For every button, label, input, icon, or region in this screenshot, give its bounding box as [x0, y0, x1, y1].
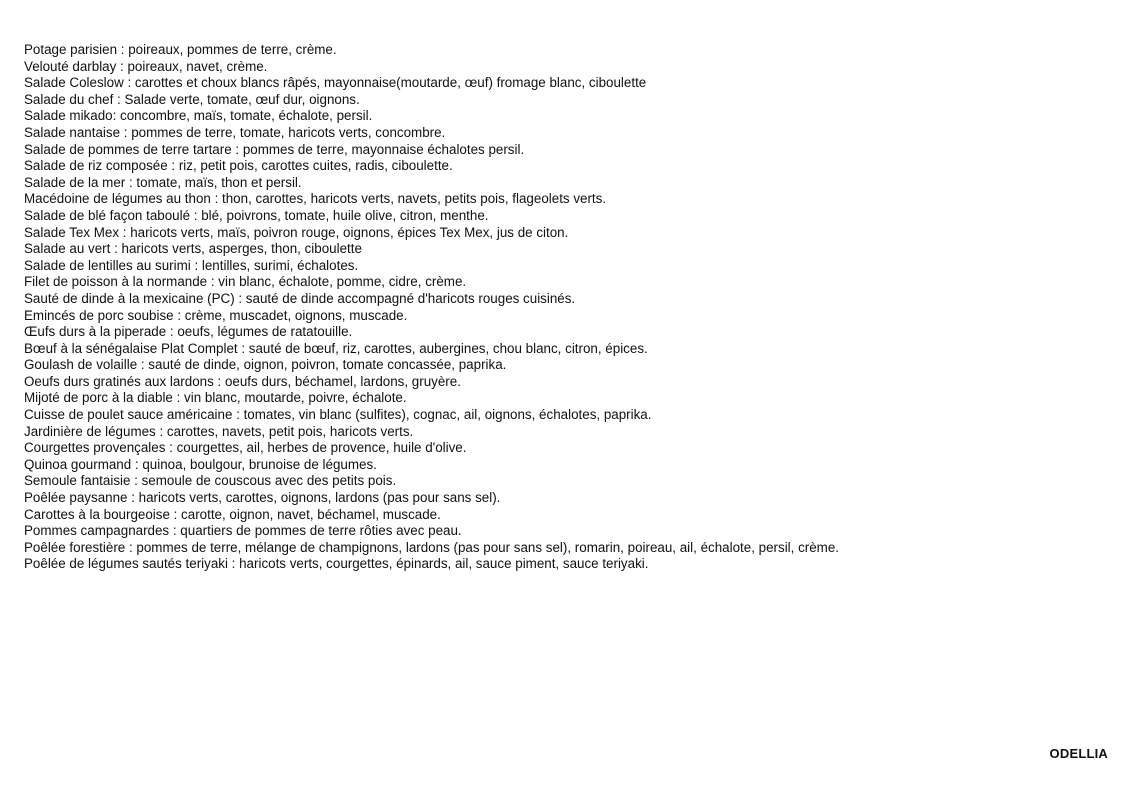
- list-item: Salade Coleslow : carottes et choux blancs râpés, mayonnaise(moutarde, œuf) fromage blanc, ciboulette: [24, 75, 647, 91]
- list-item: Sauté de dinde à la mexicaine (PC) : sauté de dinde accompagné d'haricots rouges cuisinés.: [24, 290, 576, 306]
- list-item: Emincés de porc soubise : crème, muscadet, oignons, muscade.: [24, 307, 408, 323]
- list-item: Goulash de volaille : sauté de dinde, oignon, poivron, tomate concassée, paprika.: [24, 357, 507, 373]
- list-item: Salade de lentilles au surimi : lentilles, surimi, échalotes.: [24, 257, 359, 273]
- list-item: Œufs durs à la piperade : oeufs, légumes de ratatouille.: [24, 324, 353, 340]
- recipe-ingredient-list: [24, 42, 839, 573]
- list-item: Filet de poisson à la normande : vin blanc, échalote, pomme, cidre, crème.: [24, 274, 467, 290]
- list-item: Salade du chef : Salade verte, tomate, œuf dur, oignons.: [24, 91, 360, 107]
- list-item: Salade Tex Mex : haricots verts, maïs, poivron rouge, oignons, épices Tex Mex, jus de citon.: [24, 224, 569, 240]
- list-item: Cuisse de poulet sauce américaine : tomates, vin blanc (sulfites), cognac, ail, oignons, échalotes, paprika.: [24, 407, 652, 423]
- list-item: Carottes à la bourgeoise : carotte, oignon, navet, béchamel, muscade.: [24, 506, 441, 522]
- list-item: Poêlée forestière : pommes de terre, mélange de champignons, lardons (pas pour sans sel), romarin, poireau, ail, échalote, persil, crème.: [24, 539, 840, 555]
- list-item: Salade mikado: concombre, maïs, tomate, échalote, persil.: [24, 108, 373, 124]
- list-item: Oeufs durs gratinés aux lardons : oeufs durs, béchamel, lardons, gruyère.: [24, 373, 461, 389]
- list-item: Bœuf à la sénégalaise Plat Complet : sauté de bœuf, riz, carottes, aubergines, chou blanc, citron, épices.: [24, 340, 648, 356]
- list-item: Salade de pommes de terre tartare : pommes de terre, mayonnaise échalotes persil.: [24, 141, 525, 157]
- footer-brand-label: ODELLIA: [1049, 746, 1108, 761]
- list-item: Salade au vert : haricots verts, asperges, thon, ciboulette: [24, 241, 362, 257]
- list-item: Salade de blé façon taboulé : blé, poivrons, tomate, huile olive, citron, menthe.: [24, 207, 489, 223]
- list-item: Poêlée paysanne : haricots verts, carottes, oignons, lardons (pas pour sans sel).: [24, 490, 501, 506]
- list-item: Pommes campagnardes : quartiers de pommes de terre rôties avec peau.: [24, 523, 462, 539]
- list-item: Semoule fantaisie : semoule de couscous avec des petits pois.: [24, 473, 397, 489]
- list-item: Salade nantaise : pommes de terre, tomate, haricots verts, concombre.: [24, 124, 446, 140]
- list-item: Quinoa gourmand : quinoa, boulgour, brunoise de légumes.: [24, 456, 377, 472]
- list-item: Salade de riz composée : riz, petit pois, carottes cuites, radis, ciboulette.: [24, 158, 453, 174]
- list-item: Courgettes provençales : courgettes, ail, herbes de provence, huile d'olive.: [24, 440, 467, 456]
- list-item: Macédoine de légumes au thon : thon, carottes, haricots verts, navets, petits pois, flageolets verts.: [24, 191, 607, 207]
- list-item: Jardinière de légumes : carottes, navets, petit pois, haricots verts.: [24, 423, 414, 439]
- list-item: Potage parisien : poireaux, pommes de terre, crème.: [24, 42, 337, 57]
- list-item: Mijoté de porc à la diable : vin blanc, moutarde, poivre, échalote.: [24, 390, 407, 406]
- list-item: Salade de la mer : tomate, maïs, thon et persil.: [24, 174, 302, 190]
- list-item: Poêlée de légumes sautés teriyaki : haricots verts, courgettes, épinards, ail, sauce piment, sauce teriyaki.: [24, 556, 649, 572]
- list-item: Velouté darblay : poireaux, navet, crème.: [24, 58, 268, 74]
